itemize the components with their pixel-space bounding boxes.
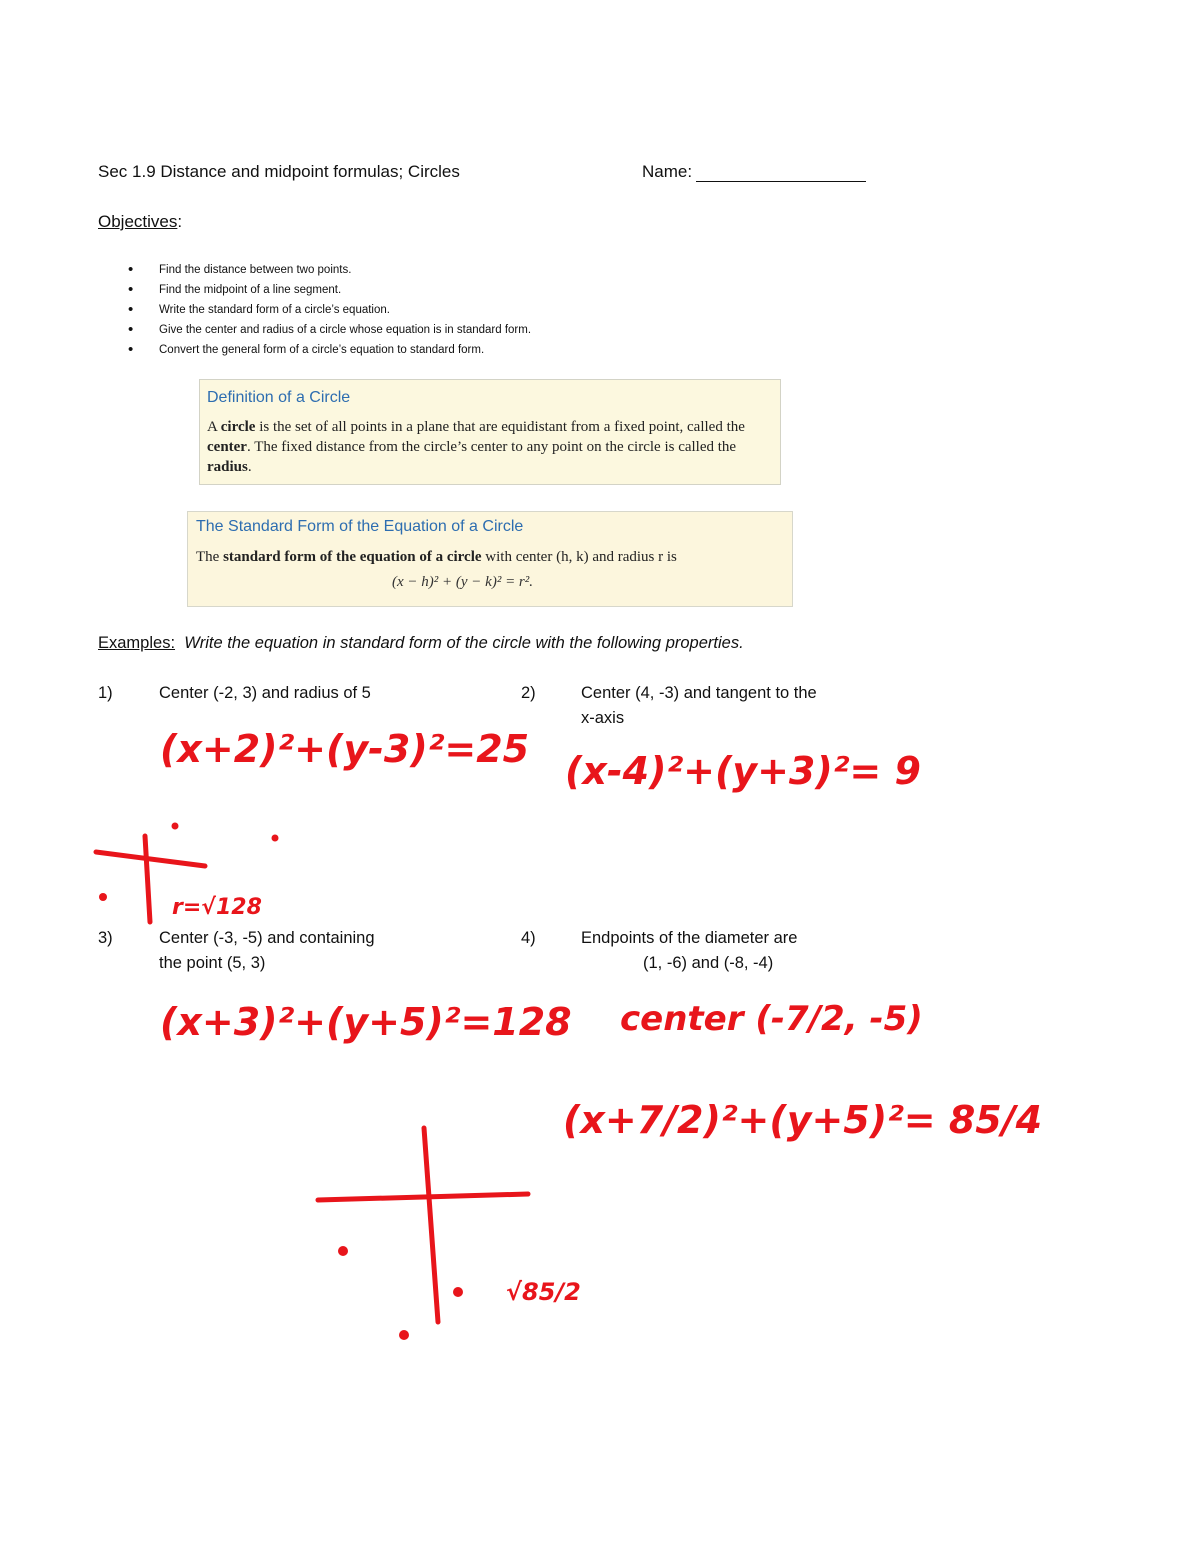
objective-item: • Write the standard form of a circle’s equation. [128, 300, 531, 320]
example-number: 1) [98, 684, 113, 702]
sketch-axis-line [96, 852, 205, 866]
objective-item: • Convert the general form of a circle’s equation to standard form. [128, 340, 531, 360]
definition-box-text: A circle is the set of all points in a plane that are equidistant from a fixed point, called the center. The fixed distance from the circle’s center to any point on the circle is called the radius. [207, 419, 745, 475]
definition-box-title: Definition of a Circle [207, 389, 351, 406]
handwritten-answer-4: (x+7/2)²+(y+5)²= 85/4 [563, 1098, 1043, 1142]
objective-item: • Find the midpoint of a line segment. [128, 280, 531, 300]
examples-label: Examples: [98, 634, 176, 652]
sketch-point [99, 893, 107, 901]
handwritten-radius-3: r=√128 [172, 895, 262, 920]
objective-item: • Find the distance between two points. [128, 260, 531, 280]
standard-form-box-title: The Standard Form of the Equation of a Circle [196, 518, 524, 535]
sketch-point [399, 1330, 409, 1340]
objectives-heading: Objectives: [98, 212, 183, 231]
sketch-axis-line [318, 1194, 528, 1200]
objectives-heading-label: Objectives [98, 212, 178, 231]
sketch-axis-line [145, 836, 150, 922]
standard-form-box-text: The standard form of the equation of a circle with center (h, k) and radius r is [196, 549, 677, 565]
sketch-point [272, 835, 279, 842]
sketch-point [453, 1287, 463, 1297]
example-number: 2) [521, 684, 536, 702]
example-1-text: Center (-2, 3) and radius of 5 [159, 684, 371, 702]
examples-instruction: Write the equation in standard form of the circle with the following properties. [184, 634, 744, 652]
example-number: 4) [521, 929, 536, 947]
example-3-text: Center (-3, -5) and containing the point (5, 3) [159, 929, 375, 972]
sketch-point [172, 823, 179, 830]
example-2-text: Center (4, -3) and tangent to the x-axis [581, 684, 817, 727]
example-number: 3) [98, 929, 113, 947]
handwritten-center-4: center (-7/2, -5) [620, 999, 923, 1039]
handwritten-radius-4: √85/2 [506, 1278, 581, 1306]
objective-item: • Give the center and radius of a circle whose equation is in standard form. [128, 320, 531, 340]
name-label: Name: [642, 162, 693, 181]
handwritten-answer-2: (x-4)²+(y+3)²= 9 [565, 749, 921, 793]
sketch-axis-line [424, 1128, 438, 1322]
handwritten-answer-3: (x+3)²+(y+5)²=128 [160, 1000, 572, 1044]
handwritten-answer-1: (x+2)²+(y-3)²=25 [160, 727, 530, 771]
sketch-point [338, 1246, 348, 1256]
example-4-text: Endpoints of the diameter are (1, -6) and (-8, -4) [581, 929, 798, 972]
worksheet-title: Sec 1.9 Distance and midpoint formulas; Circles [98, 162, 460, 181]
standard-form-formula: (x − h)² + (y − k)² = r². [392, 574, 534, 590]
